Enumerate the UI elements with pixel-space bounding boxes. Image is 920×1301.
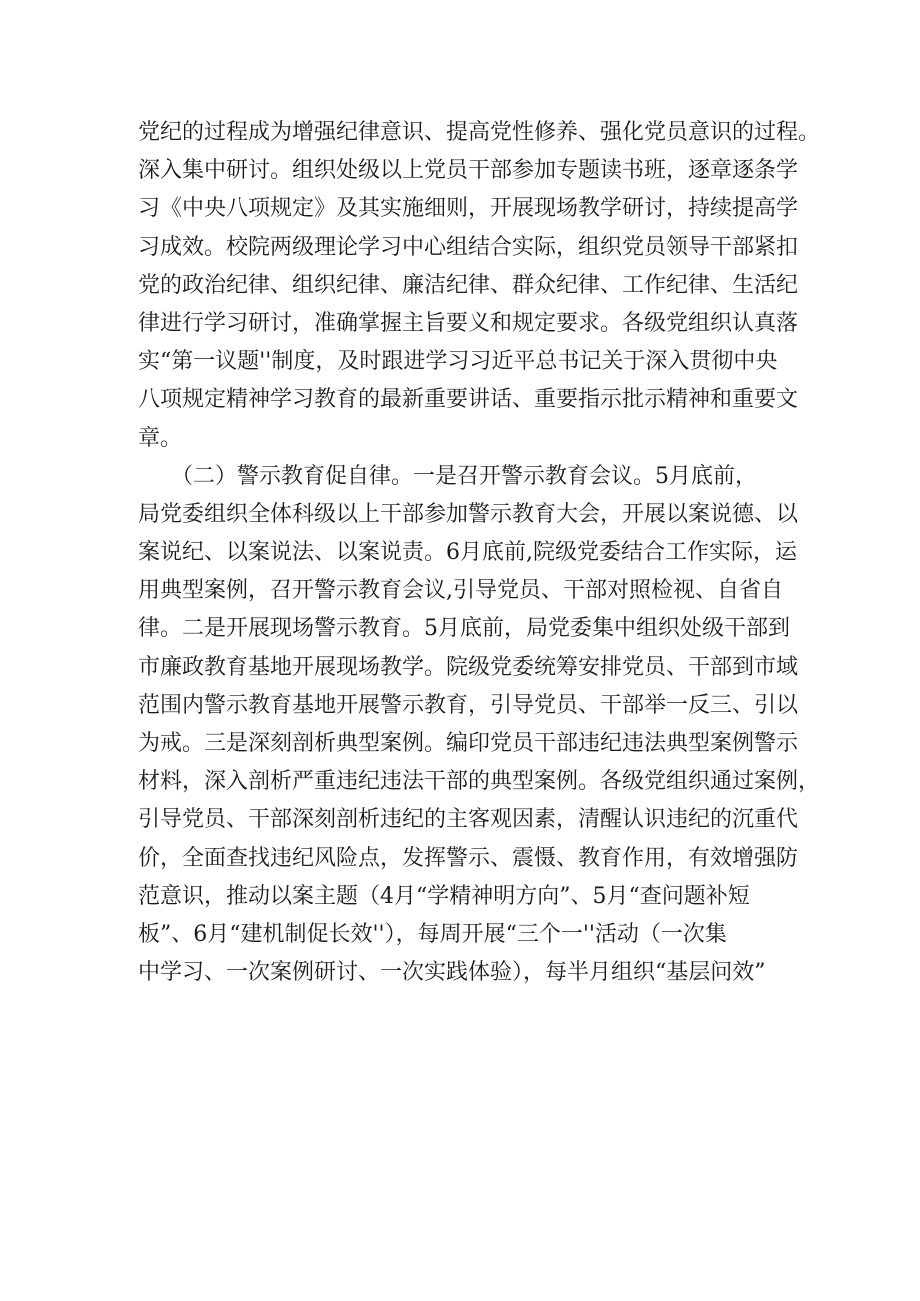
text-line: （二）警示教育促自律。一是召开警示教育会议。5月底前，	[138, 463, 757, 489]
text-line: 案说纪、以案说法、以案说责。6月底前,院级党委结合工作实际，运	[138, 540, 797, 566]
text-line: 市廉政教育基地开展现场教学。院级党委统筹安排党员、干部到市域	[138, 654, 799, 680]
text-line: 习《中央八项规定》及其实施细则，开展现场教学研讨，持续提高学	[138, 196, 799, 222]
text-line: 律。二是开展现场警示教育。5月底前，局党委集中组织处级干部到	[138, 616, 790, 642]
paragraph-2	[138, 458, 821, 993]
text-line: 板”、6月“建机制促长效''），每周开展“三个一''活动（一次集	[138, 921, 727, 947]
text-line: 范围内警示教育基地开展警示教育，引导党员、干部举一反三、引以	[138, 692, 799, 718]
body-text	[138, 114, 821, 992]
text-line: 实“第一议题''制度，及时跟进学习习近平总书记关于深入贯彻中央	[138, 349, 778, 375]
text-line: 为戒。三是深刻剖析典型案例。编印党员干部违纪违法典型案例警示	[138, 731, 799, 756]
text-line: 习成效。校院两级理论学习中心组结合实际，组织党员领导干部紧扣	[138, 234, 799, 260]
paragraph-1	[138, 114, 821, 458]
text-line: 中学习、一次案例研讨、一次实践体验），每半月组织“基层问效”	[138, 960, 766, 986]
text-line: 范意识，推动以案主题（4月“学精神明方向”、5月“查问题补短	[138, 883, 750, 909]
text-line: 党纪的过程成为增强纪律意识、提高党性修养、强化党员意识的过程。	[138, 120, 821, 145]
text-line: 律进行学习研讨，准确掌握主旨要义和规定要求。各级党组织认真落	[138, 310, 799, 336]
text-line: 材料，深入剖析严重违纪违法干部的典型案例。各级党组织通过案例，	[138, 769, 821, 795]
text-line: 引导党员、干部深刻剖析违纪的主客观因素，清醒认识违纪的沉重代	[138, 807, 799, 833]
text-line: 深入集中研讨。组织处级以上党员干部参加专题读书班，逐章逐条学	[138, 158, 799, 184]
text-line: 价，全面查找违纪风险点，发挥警示、震慑、教育作用，有效增强防	[138, 845, 799, 871]
text-line: 章。	[138, 425, 183, 451]
text-line: 八项规定精神学习教育的最新重要讲话、重要指示批示精神和重要文	[138, 387, 799, 413]
text-line: 党的政治纪律、组织纪律、廉洁纪律、群众纪律、工作纪律、生活纪	[138, 272, 799, 298]
text-line: 用典型案例，召开警示教育会议,引导党员、干部对照检视、自省自	[138, 578, 783, 604]
text-line: 局党委组织全体科级以上干部参加警示教育大会，开展以案说德、以	[138, 501, 799, 527]
